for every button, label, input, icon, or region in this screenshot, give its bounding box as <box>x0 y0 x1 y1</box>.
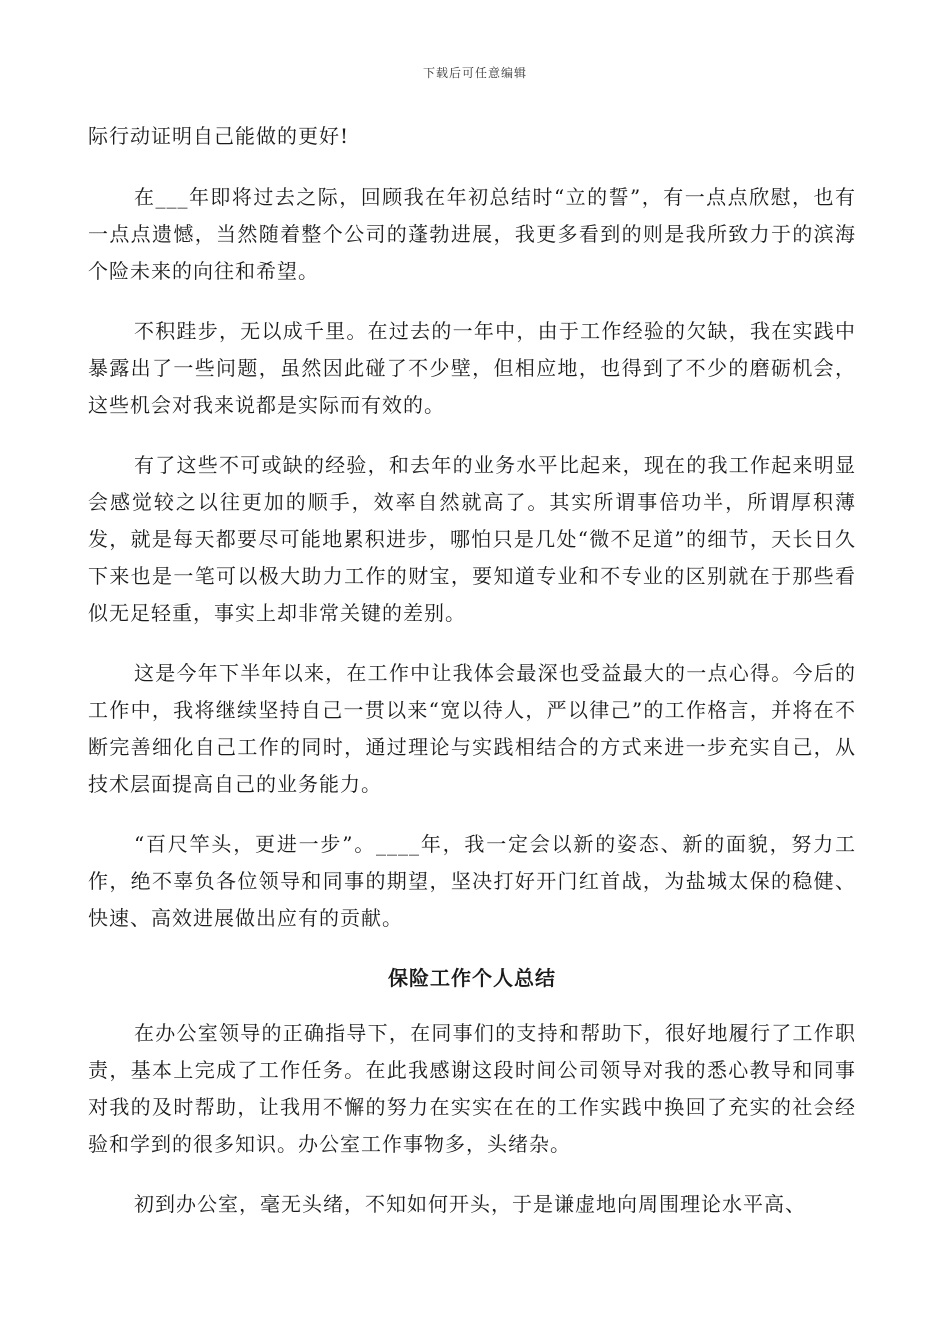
page-header-note: 下载后可任意编辑 <box>422 66 527 80</box>
document-body <box>88 118 856 1246</box>
section-title: 保险工作个人总结 <box>388 966 556 990</box>
paragraph: 初到办公室，毫无头绪，不知如何开头，于是谦虚地向周围理论水平高、 <box>134 1192 806 1216</box>
paragraph: 不积跬步，无以成千里。在过去的一年中，由于工作经验的欠缺，我在实践中暴露出了一些问题，虽然因此碰了不少壁，但相应地，也得到了不少的磨砺机会，这些机会对我来说都是实际而有效的。 <box>88 319 856 417</box>
paragraph: 在___年即将过去之际，回顾我在年初总结时“立的誓”，有一点点欣慰，也有一点点遗憾，当然随着整个公司的蓬勃进展，我更多看到的则是我所致力于的滨海个险未来的向往和希望。 <box>88 185 856 283</box>
paragraph: 在办公室领导的正确指导下，在同事们的支持和帮助下，很好地履行了工作职责，基本上完成了工作任务。在此我感谢这段时间公司领导对我的悉心教导和同事对我的及时帮助，让我用不懈的努力在实实在在的工作实践中换回了充实的社会经验和学到的很多知识。办公室工作事物多，头绪杂。 <box>88 1021 856 1156</box>
paragraph: 有了这些不可或缺的经验，和去年的业务水平比起来，现在的我工作起来明显会感觉较之以往更加的顺手，效率自然就高了。其实所谓事倍功半，所谓厚积薄发，就是每天都要尽可能地累积进步，哪怕只是几处“微不足道”的细节，天长日久下来也是一笔可以极大助力工作的财宝，要知道专业和不专业的区别就在于那些看似无足轻重，事实上却非常关键的差别。 <box>88 453 856 625</box>
paragraph: 这是今年下半年以来，在工作中让我体会最深也受益最大的一点心得。今后的工作中，我将继续坚持自己一贯以来“宽以待人，严以律己”的工作格言，并将在不断完善细化自己工作的同时，通过理论与实践相结合的方式来进一步充实自己，从技术层面提高自己的业务能力。 <box>88 661 856 796</box>
paragraph-continued: 际行动证明自己能做的更好! <box>88 124 350 148</box>
paragraph: “百尺竿头，更进一步”。____年，我一定会以新的姿态、新的面貌，努力工作，绝不辜负各位领导和同事的期望，坚决打好开门红首战，为盐城太保的稳健、快速、高效进展做出应有的贡献。 <box>88 832 856 930</box>
